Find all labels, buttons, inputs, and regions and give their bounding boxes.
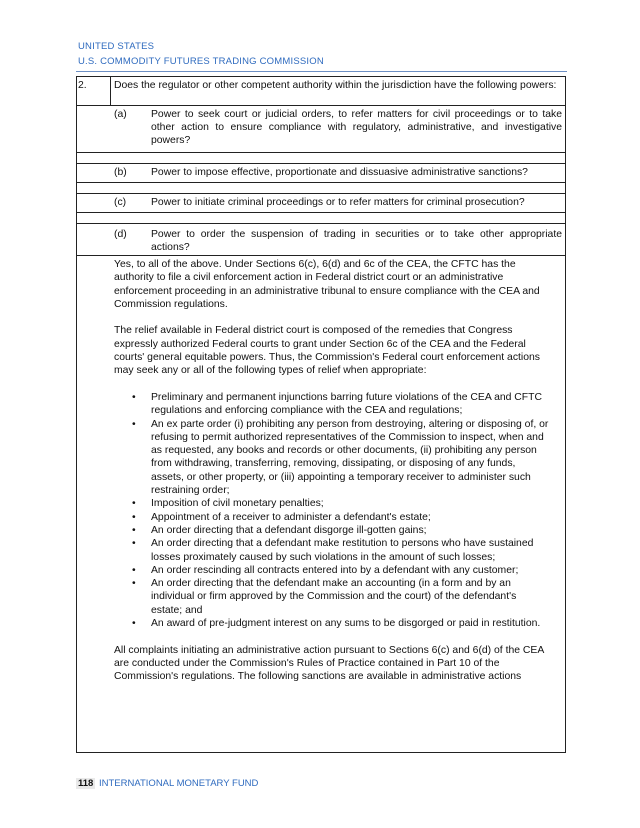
bullet-icon: • [132,511,136,523]
table-left-border [76,76,77,753]
table-bottom-border [76,752,566,753]
subitem-c-text: Power to initiate criminal proceedings or to refer matters for criminal prosecution? [151,197,525,208]
row-divider [76,223,566,224]
list-item: • Preliminary and permanent injunctions barring future violations of the CEA and CFTC regulations and enforcing compliance with the CEA and regulations; [132,391,542,417]
table-num-divider [110,76,111,106]
answer-paragraph-3: All complaints initiating an administrative action pursuant to Sections 6(c) and 6(d) of the CEA are conducted under the Commission's Rules of Practice contained in Part 10 of the Commission's regulations. The following sanctions are available in administrative actions [114,644,544,683]
list-item: • An order directing that a defendant disgorge ill-gotten gains; [132,524,427,536]
header-country: UNITED STATES [78,41,155,52]
relief-list [114,391,549,630]
question-number: 2. [78,80,87,91]
question-text: Does the regulator or other competent authority within the jurisdiction have the following powers: [114,80,557,91]
list-item: • An order rescinding all contracts entered into by a defendant with any customer; [132,564,519,576]
row-divider [76,152,566,153]
subitem-a-text: Power to seek court or judicial orders, to refer matters for civil proceedings or to take other action to ensure compliance with regulatory, administrative, and investigative powers? [151,109,562,146]
list-item: • An award of pre-judgment interest on any sums to be disgorged or paid in restitution. [132,618,541,630]
table-top-border [76,76,566,77]
list-item: • An order directing that the defendant make an accounting (in a form and by an individual or firm approved by the Commission and the court) of the defendant's estate; and [132,578,517,616]
subitem-d-text: Power to order the suspension of trading in securities or to take other appropriate actions? [151,229,562,253]
header-divider [76,71,567,72]
subitem-b-letter: (b) [114,167,127,178]
row-divider [76,163,566,164]
subitem-a-letter: (a) [114,109,127,120]
bullet-icon: • [132,418,136,430]
bullet-icon: • [132,391,136,403]
bullet-icon: • [132,524,136,536]
row-divider [76,255,566,256]
row-divider [76,182,566,183]
row-divider [76,193,566,194]
subitem-d-letter: (d) [114,229,127,240]
subitem-c-letter: (c) [114,197,127,208]
row-divider [76,212,566,213]
footer-publisher: INTERNATIONAL MONETARY FUND [99,778,259,789]
list-item: • An order directing that a defendant make restitution to persons who have sustained losses proximately caused by such violations in the amount of such losses; [132,538,534,563]
bullet-icon: • [132,538,136,550]
list-item: • An ex parte order (i) prohibiting any person from destroying, altering or disposing of, or refusing to permit authorized representatives of the Commission to inspect, when and as requested, any books and records or other documents, (ii) prohibiting any person from withdrawing, transferring, removing, dissipating, or disposing of any funds, assets, or other property, or (iii) appointing a temporary receiver to administer such restraining order; [132,418,549,497]
list-item: • Appointment of a receiver to administer a defendant's estate; [132,511,431,523]
answer-paragraph-2: The relief available in Federal district court is composed of the remedies that Congress expressly authorized Federal courts to grant under Section 6c of the CEA and the Federal courts' general equitable powers. Thus, the Commission's Federal court enforcement actions may seek any or all of the following types of relief when appropriate: [114,325,540,377]
bullet-icon: • [132,564,136,576]
answer-paragraph-1: Yes, to all of the above. Under Sections 6(c), 6(d) and 6c of the CEA, the CFTC has the authority to file a civil enforcement action in Federal district court or an administrative enforcement proceeding in an administrative tribunal to ensure compliance with the CEA and Commission regulations. [114,259,540,310]
bullet-icon: • [132,618,136,630]
list-item: • Imposition of civil monetary penalties; [132,498,324,510]
bullet-icon: • [132,498,136,510]
bullet-icon: • [132,578,136,590]
row-divider [76,105,566,106]
subitem-b-text: Power to impose effective, proportionate and dissuasive administrative sanctions? [151,167,528,178]
header-agency: U.S. COMMODITY FUTURES TRADING COMMISSION [78,56,324,67]
answer-body [114,258,549,697]
table-right-border [565,76,566,753]
page-number: 118 [78,778,94,789]
